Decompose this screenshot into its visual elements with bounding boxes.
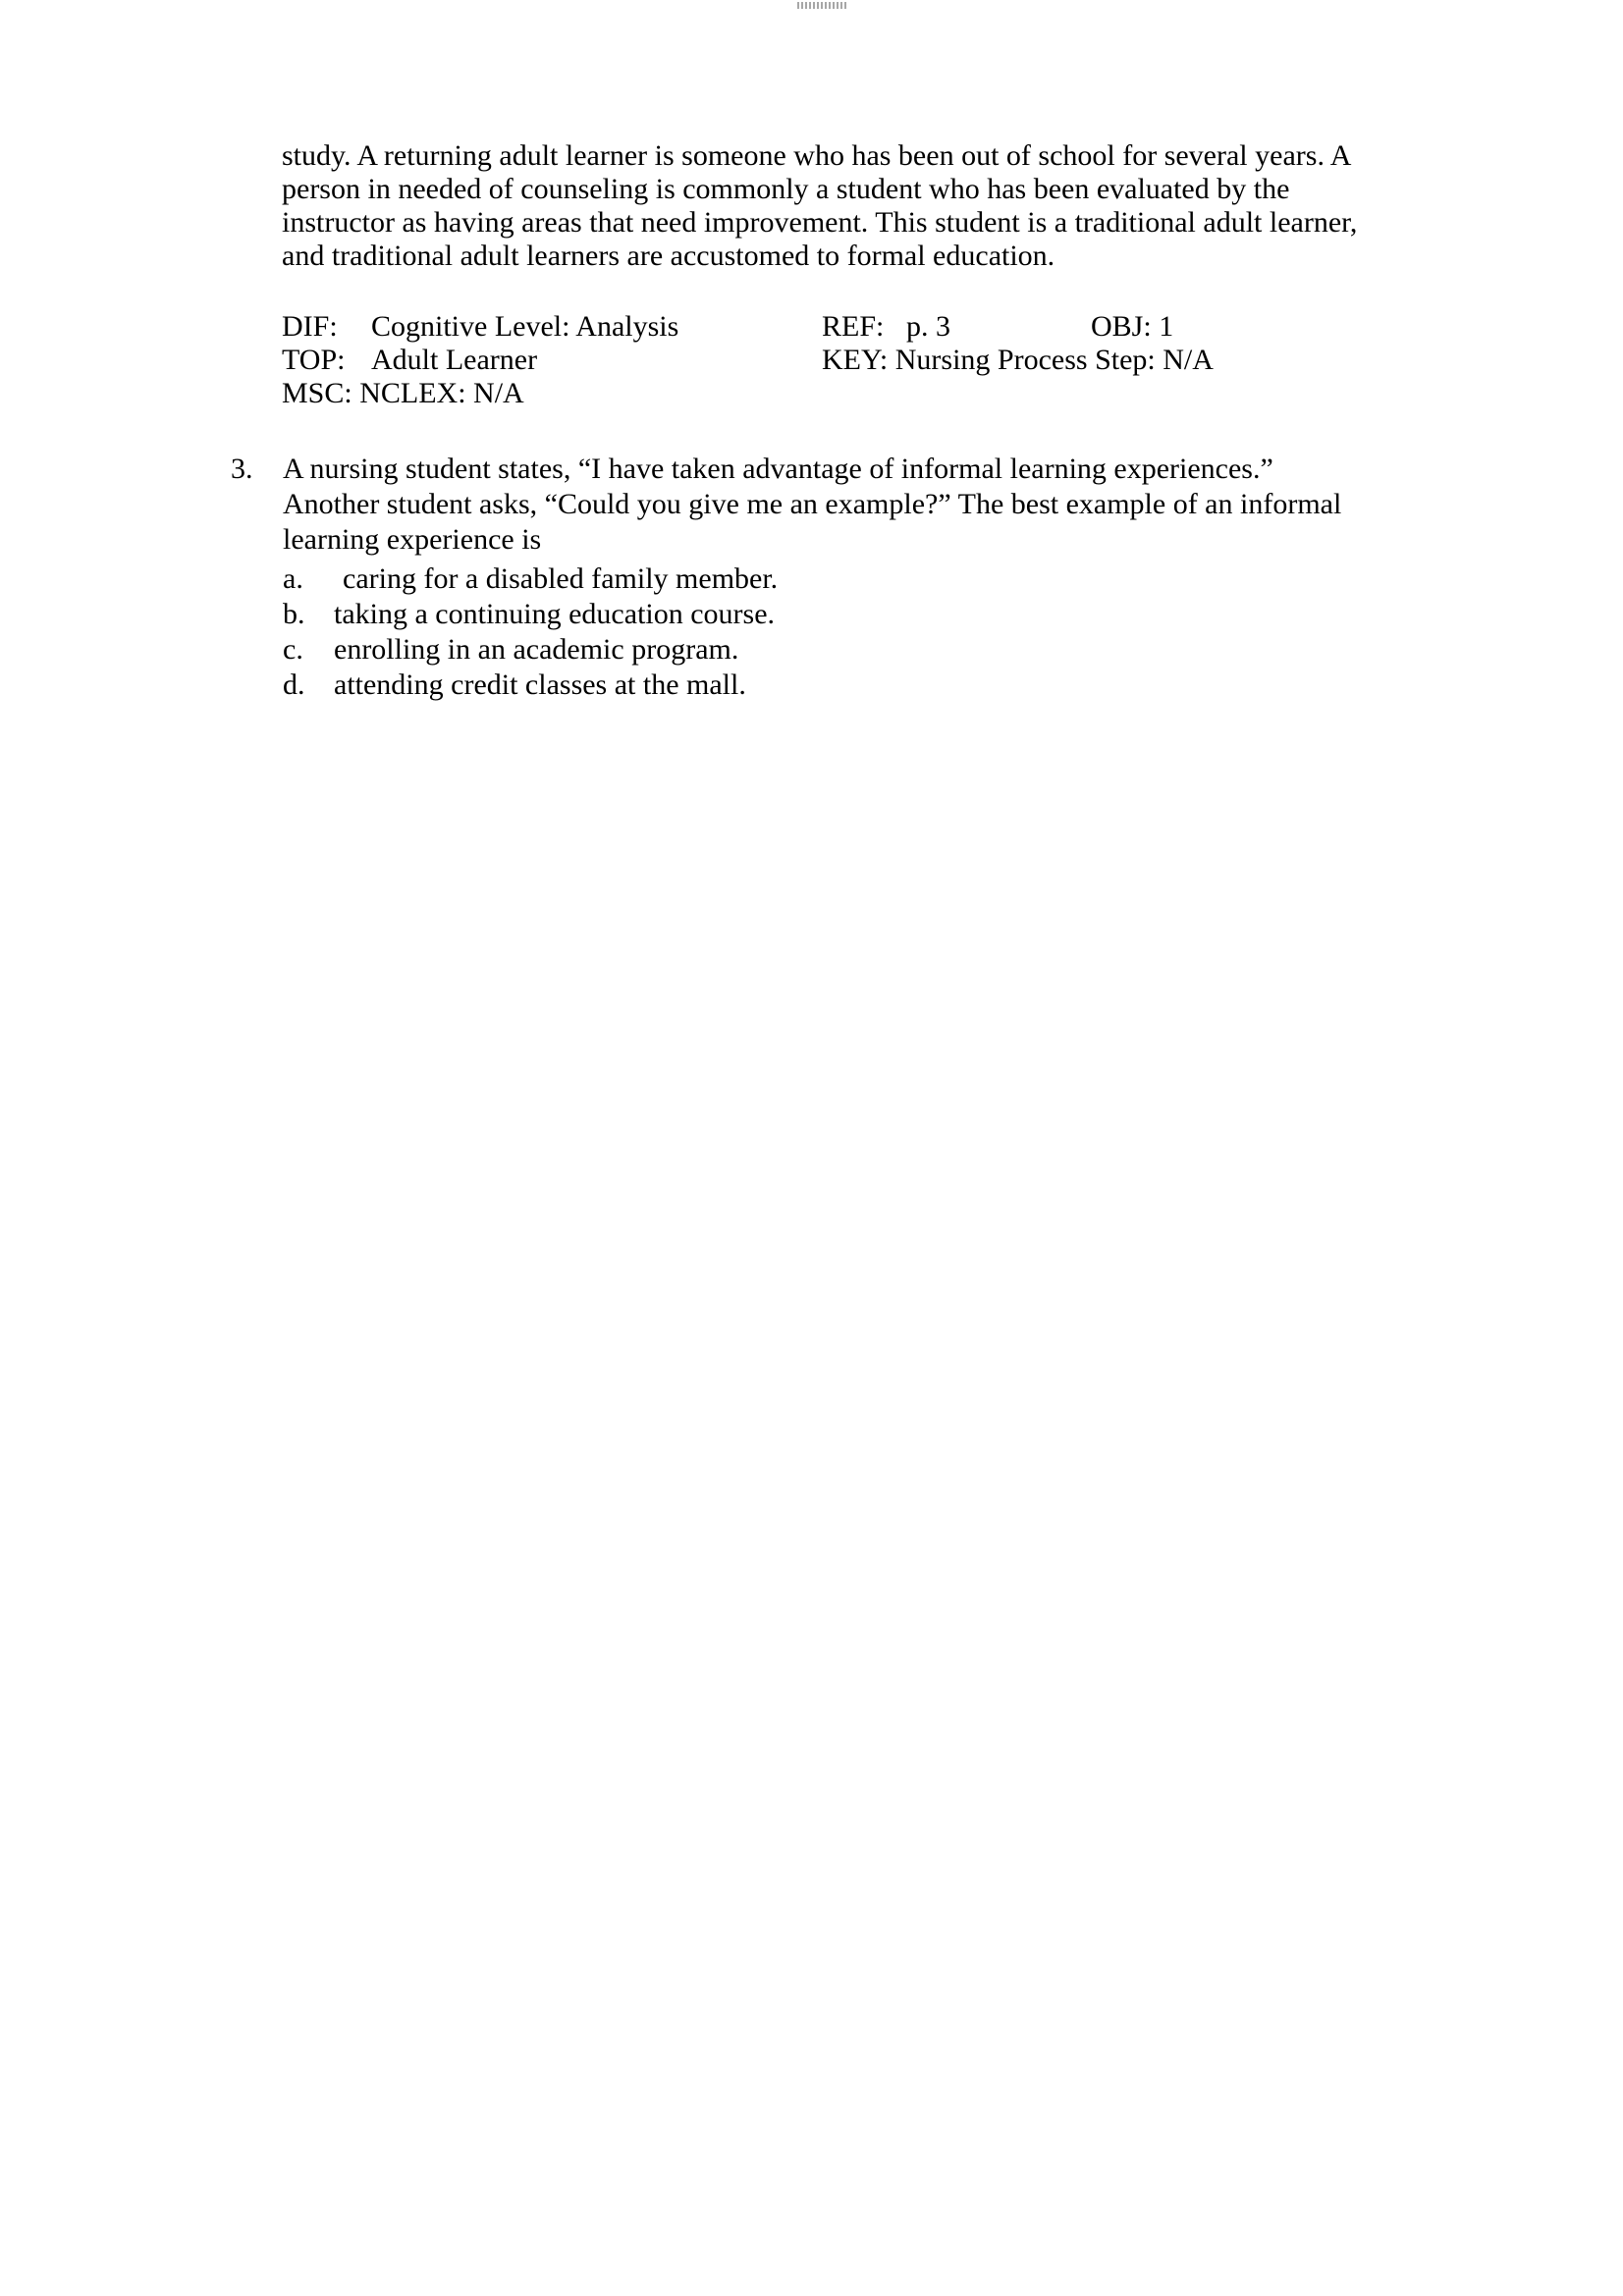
header-microtext <box>797 2 848 9</box>
question-text-line: A nursing student states, “I have taken advantage of informal learning experiences.” <box>283 453 1273 485</box>
question-text-line: learning experience is <box>283 523 542 556</box>
dif-value: Cognitive Level: Analysis <box>371 310 679 343</box>
ref-label: REF: <box>822 310 885 343</box>
msc-label: MSC: <box>282 377 352 409</box>
option-c <box>283 632 1341 667</box>
paragraph-line: and traditional adult learners are accustomed to formal education. <box>282 240 1055 272</box>
question-number: 3. <box>231 453 253 485</box>
options-list <box>283 561 1341 703</box>
paragraph-line: person in needed of counseling is commonly a student who has been evaluated by the <box>282 173 1290 205</box>
question-meta-block <box>282 310 1558 410</box>
paragraph-line: study. A returning adult learner is someone who has been out of school for several years. A <box>282 139 1352 172</box>
obj-field <box>1091 310 1173 344</box>
top-label: TOP: <box>282 344 346 376</box>
option-a <box>283 561 1341 597</box>
option-text: caring for a disabled family member. <box>343 562 779 595</box>
msc-value: NCLEX: N/A <box>359 377 524 409</box>
option-d <box>283 667 1341 703</box>
question-3 <box>231 452 1341 703</box>
top-value: Adult Learner <box>371 344 538 376</box>
obj-label: OBJ: <box>1091 310 1152 343</box>
ref-field <box>822 310 950 344</box>
key-label: KEY: <box>822 344 889 376</box>
option-b <box>283 597 1341 632</box>
meta-row-msc <box>282 377 1558 410</box>
option-letter: b. <box>283 598 305 630</box>
option-text: taking a continuing education course. <box>334 598 776 630</box>
option-letter: c. <box>283 633 303 666</box>
option-text: attending credit classes at the mall. <box>334 668 746 701</box>
option-letter: d. <box>283 668 305 701</box>
continuation-paragraph <box>282 139 1357 273</box>
option-text: enrolling in an academic program. <box>334 633 739 666</box>
key-value: Nursing Process Step: N/A <box>894 344 1214 376</box>
ref-value: p. 3 <box>906 310 950 343</box>
dif-label: DIF: <box>282 310 338 343</box>
meta-row-top <box>282 344 1558 377</box>
meta-row-dif <box>282 310 1558 344</box>
key-field <box>822 344 1214 377</box>
obj-value: 1 <box>1159 310 1174 343</box>
option-letter: a. <box>283 562 303 595</box>
question-body <box>283 452 1341 703</box>
paragraph-line: instructor as having areas that need improvement. This student is a traditional adult learner, <box>282 206 1358 239</box>
question-text-line: Another student asks, “Could you give me an example?” The best example of an informal <box>283 488 1342 520</box>
